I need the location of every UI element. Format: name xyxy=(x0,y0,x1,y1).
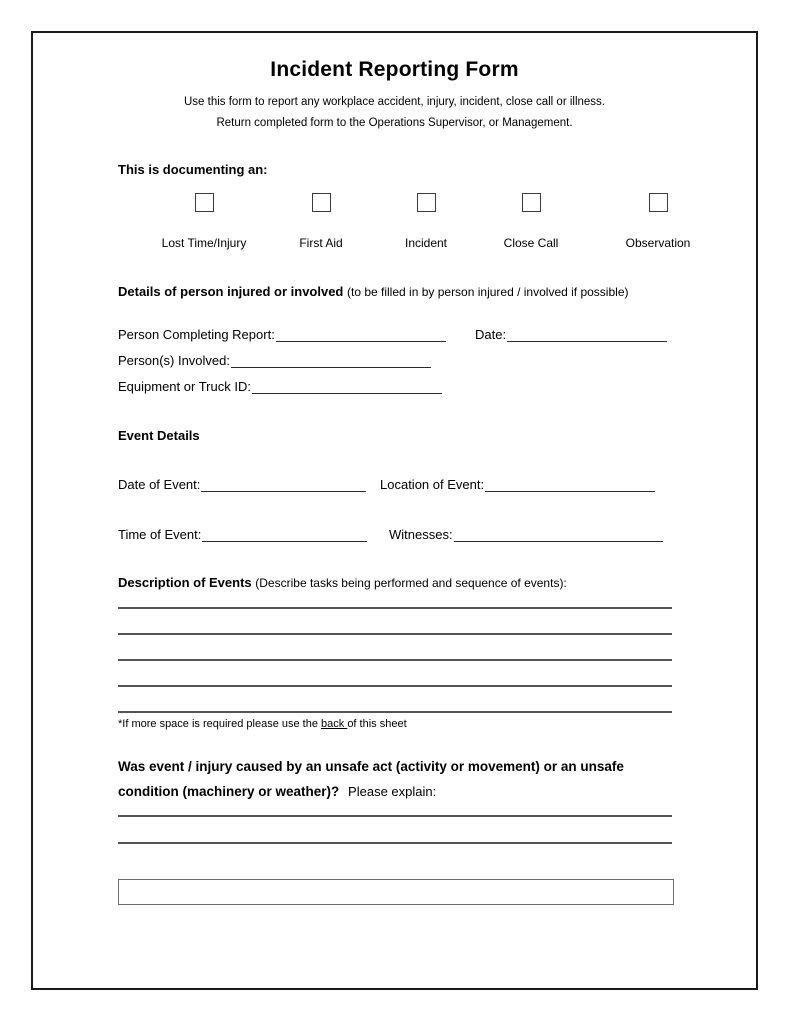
field-input-report-date[interactable] xyxy=(507,328,667,342)
checkbox-observation[interactable] xyxy=(649,193,668,212)
description-footnote xyxy=(118,718,407,730)
unsafe-answer-line-1[interactable] xyxy=(118,815,672,817)
option-label: Observation xyxy=(625,236,691,250)
description-heading xyxy=(118,575,567,590)
option-lost-time-injury[interactable] xyxy=(144,193,264,250)
event-details-heading: Event Details xyxy=(118,428,200,443)
option-first-aid[interactable] xyxy=(261,193,381,250)
person-details-heading-bold: Details of person injured or involved xyxy=(118,284,344,299)
description-line-1[interactable] xyxy=(118,607,672,609)
description-heading-bold: Description of Events xyxy=(118,575,252,590)
documenting-options xyxy=(33,193,756,258)
person-details-heading-note: (to be filled in by person injured / involved if possible) xyxy=(347,285,629,299)
checkbox-lost-time-injury[interactable] xyxy=(195,193,214,212)
option-label: Incident xyxy=(404,236,448,250)
option-label: First Aid xyxy=(299,236,343,250)
page-title: Incident Reporting Form xyxy=(270,58,519,81)
field-label: Person Completing Report: xyxy=(118,327,275,342)
option-observation[interactable] xyxy=(598,193,718,250)
form-page xyxy=(31,31,758,990)
field-time-of-event[interactable] xyxy=(118,527,367,542)
unsafe-question-line-2-rest: Please explain: xyxy=(348,784,437,799)
unsafe-question-line-1: Was event / injury caused by an unsafe act (activity or movement) or an unsafe xyxy=(118,759,624,774)
field-label: Time of Event: xyxy=(118,527,202,542)
unsafe-answer-line-2[interactable] xyxy=(118,842,672,844)
footnote-text-after: of this sheet xyxy=(347,718,407,730)
field-label: Person(s) Involved: xyxy=(118,353,230,368)
field-date-of-event[interactable] xyxy=(118,477,366,492)
description-line-2[interactable] xyxy=(118,633,672,635)
comment-box[interactable] xyxy=(118,879,674,905)
description-line-5[interactable] xyxy=(118,711,672,713)
field-label: Date: xyxy=(475,327,507,342)
person-details-heading xyxy=(118,284,628,299)
field-persons-involved[interactable] xyxy=(118,353,431,368)
unsafe-question-line-2 xyxy=(118,784,436,799)
description-heading-note: (Describe tasks being performed and sequence of events): xyxy=(255,576,567,590)
unsafe-question-line-2-bold: condition (machinery or weather)? xyxy=(118,784,340,799)
field-input-persons-involved[interactable] xyxy=(231,354,431,368)
documenting-heading: This is documenting an: xyxy=(118,162,268,177)
option-label: Close Call xyxy=(503,236,559,250)
field-input-time-of-event[interactable] xyxy=(202,528,367,542)
subtitle-line-1: Use this form to report any workplace accident, injury, incident, close call or illness. xyxy=(184,96,605,108)
checkbox-incident[interactable] xyxy=(417,193,436,212)
field-label: Date of Event: xyxy=(118,477,201,492)
checkbox-close-call[interactable] xyxy=(522,193,541,212)
form-body xyxy=(33,33,756,988)
field-location-of-event[interactable] xyxy=(380,477,655,492)
field-report-date[interactable] xyxy=(475,327,667,342)
footnote-text-underlined: back xyxy=(321,718,348,730)
field-label: Location of Event: xyxy=(380,477,485,492)
description-line-4[interactable] xyxy=(118,685,672,687)
field-label: Equipment or Truck ID: xyxy=(118,379,251,394)
field-input-witnesses[interactable] xyxy=(454,528,663,542)
field-input-equipment-truck-id[interactable] xyxy=(252,380,442,394)
footnote-text-before: *If more space is required please use the xyxy=(118,718,322,730)
option-label: Lost Time/Injury xyxy=(161,236,247,250)
field-witnesses[interactable] xyxy=(389,527,663,542)
field-input-person-completing-report[interactable] xyxy=(276,328,446,342)
checkbox-first-aid[interactable] xyxy=(312,193,331,212)
field-label: Witnesses: xyxy=(389,527,453,542)
field-equipment-truck-id[interactable] xyxy=(118,379,442,394)
option-close-call[interactable] xyxy=(471,193,591,250)
description-line-3[interactable] xyxy=(118,659,672,661)
field-person-completing-report[interactable] xyxy=(118,327,446,342)
subtitle-line-2: Return completed form to the Operations Supervisor, or Management. xyxy=(216,117,573,129)
field-input-location-of-event[interactable] xyxy=(485,478,655,492)
field-input-date-of-event[interactable] xyxy=(201,478,366,492)
option-incident[interactable] xyxy=(366,193,486,250)
